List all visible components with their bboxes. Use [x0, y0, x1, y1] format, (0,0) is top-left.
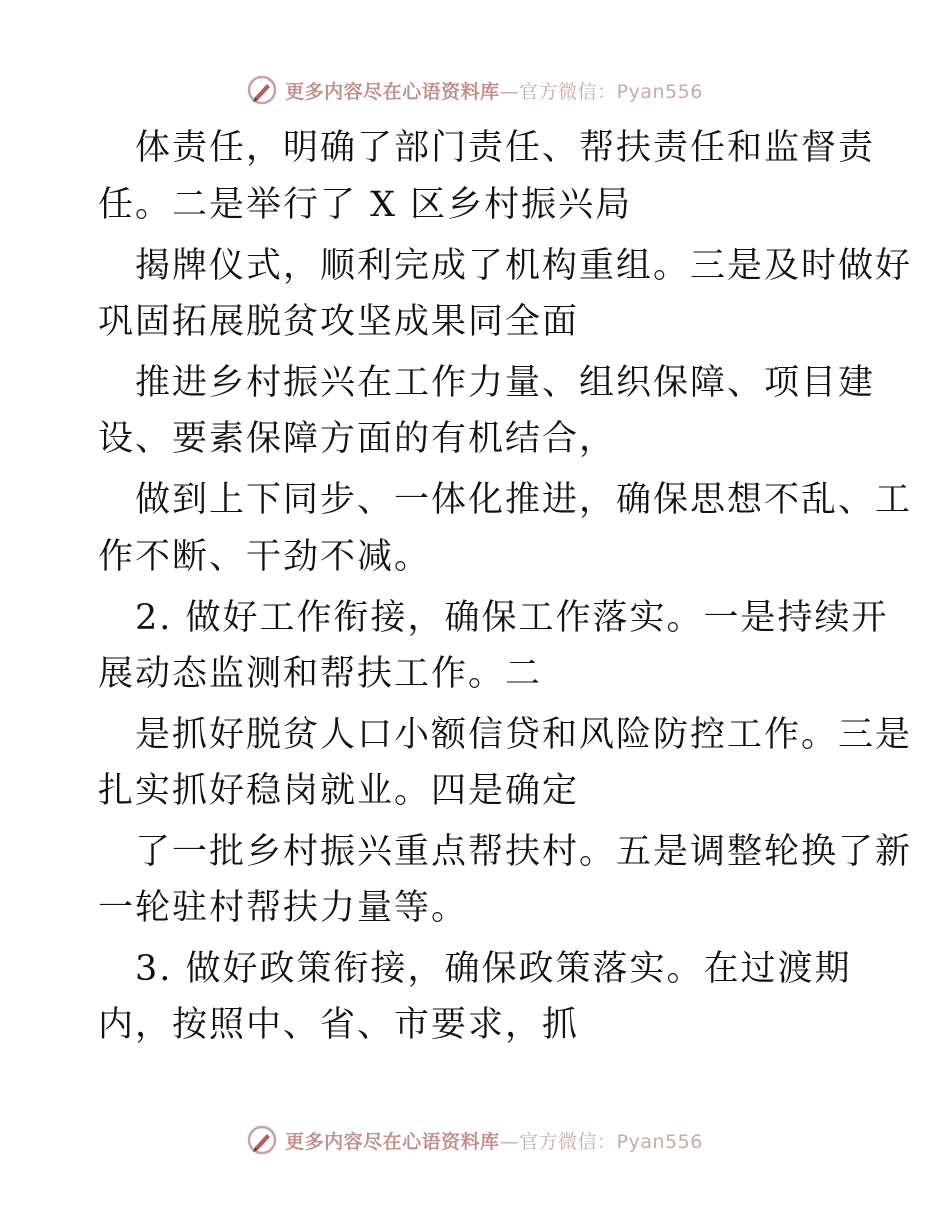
- footer-watermark: [0, 1120, 950, 1160]
- text-line: 做到上下同步、一体化推进，确保思想不乱、工: [135, 480, 913, 520]
- text-line: 一轮驻村帮扶力量等。: [98, 888, 469, 928]
- text-line: 揭牌仪式，顺利完成了机构重组。三是及时做好: [135, 246, 913, 286]
- text-line: 是抓好脱贫人口小额信贷和风险防控工作。三是: [135, 715, 913, 755]
- pen-logo-icon: [247, 1125, 277, 1155]
- watermark-text: [285, 1127, 703, 1154]
- watermark-text: [285, 77, 703, 104]
- pen-logo-icon: [247, 75, 277, 105]
- text-line: 推进乡村振兴在工作力量、组织保障、项目建: [135, 363, 876, 403]
- text-line: 作不断、干劲不减。: [98, 537, 432, 577]
- watermark-brand: 更多内容尽在心语资料库: [285, 80, 500, 103]
- watermark-contact: 官方微信：Pyan556: [519, 1130, 703, 1153]
- text-line: 巩固拓展脱贫攻坚成果同全面: [98, 302, 580, 342]
- text-line: 设、要素保障方面的有机结合，: [98, 419, 617, 459]
- text-line: 展动态监测和帮扶工作。二: [98, 654, 543, 694]
- watermark-separator: —: [499, 1130, 520, 1153]
- watermark-contact: 官方微信：Pyan556: [519, 80, 703, 103]
- watermark-brand: 更多内容尽在心语资料库: [285, 1130, 500, 1153]
- header-watermark: [0, 70, 950, 110]
- watermark-separator: —: [499, 80, 520, 103]
- text-line: 扎实抓好稳岗就业。四是确定: [98, 771, 580, 811]
- text-line: 内，按照中、省、市要求，抓: [98, 1005, 580, 1045]
- text-line: 2. 做好工作衔接，确保工作落实。一是持续开: [135, 598, 889, 638]
- text-line: 体责任，明确了部门责任、帮扶责任和监督责: [135, 128, 876, 168]
- text-line: 任。二是举行了 X 区乡村振兴局: [98, 185, 633, 225]
- text-line: 3. 做好政策衔接，确保政策落实。在过渡期: [135, 949, 852, 989]
- text-line: 了一批乡村振兴重点帮扶村。五是调整轮换了新: [135, 832, 913, 872]
